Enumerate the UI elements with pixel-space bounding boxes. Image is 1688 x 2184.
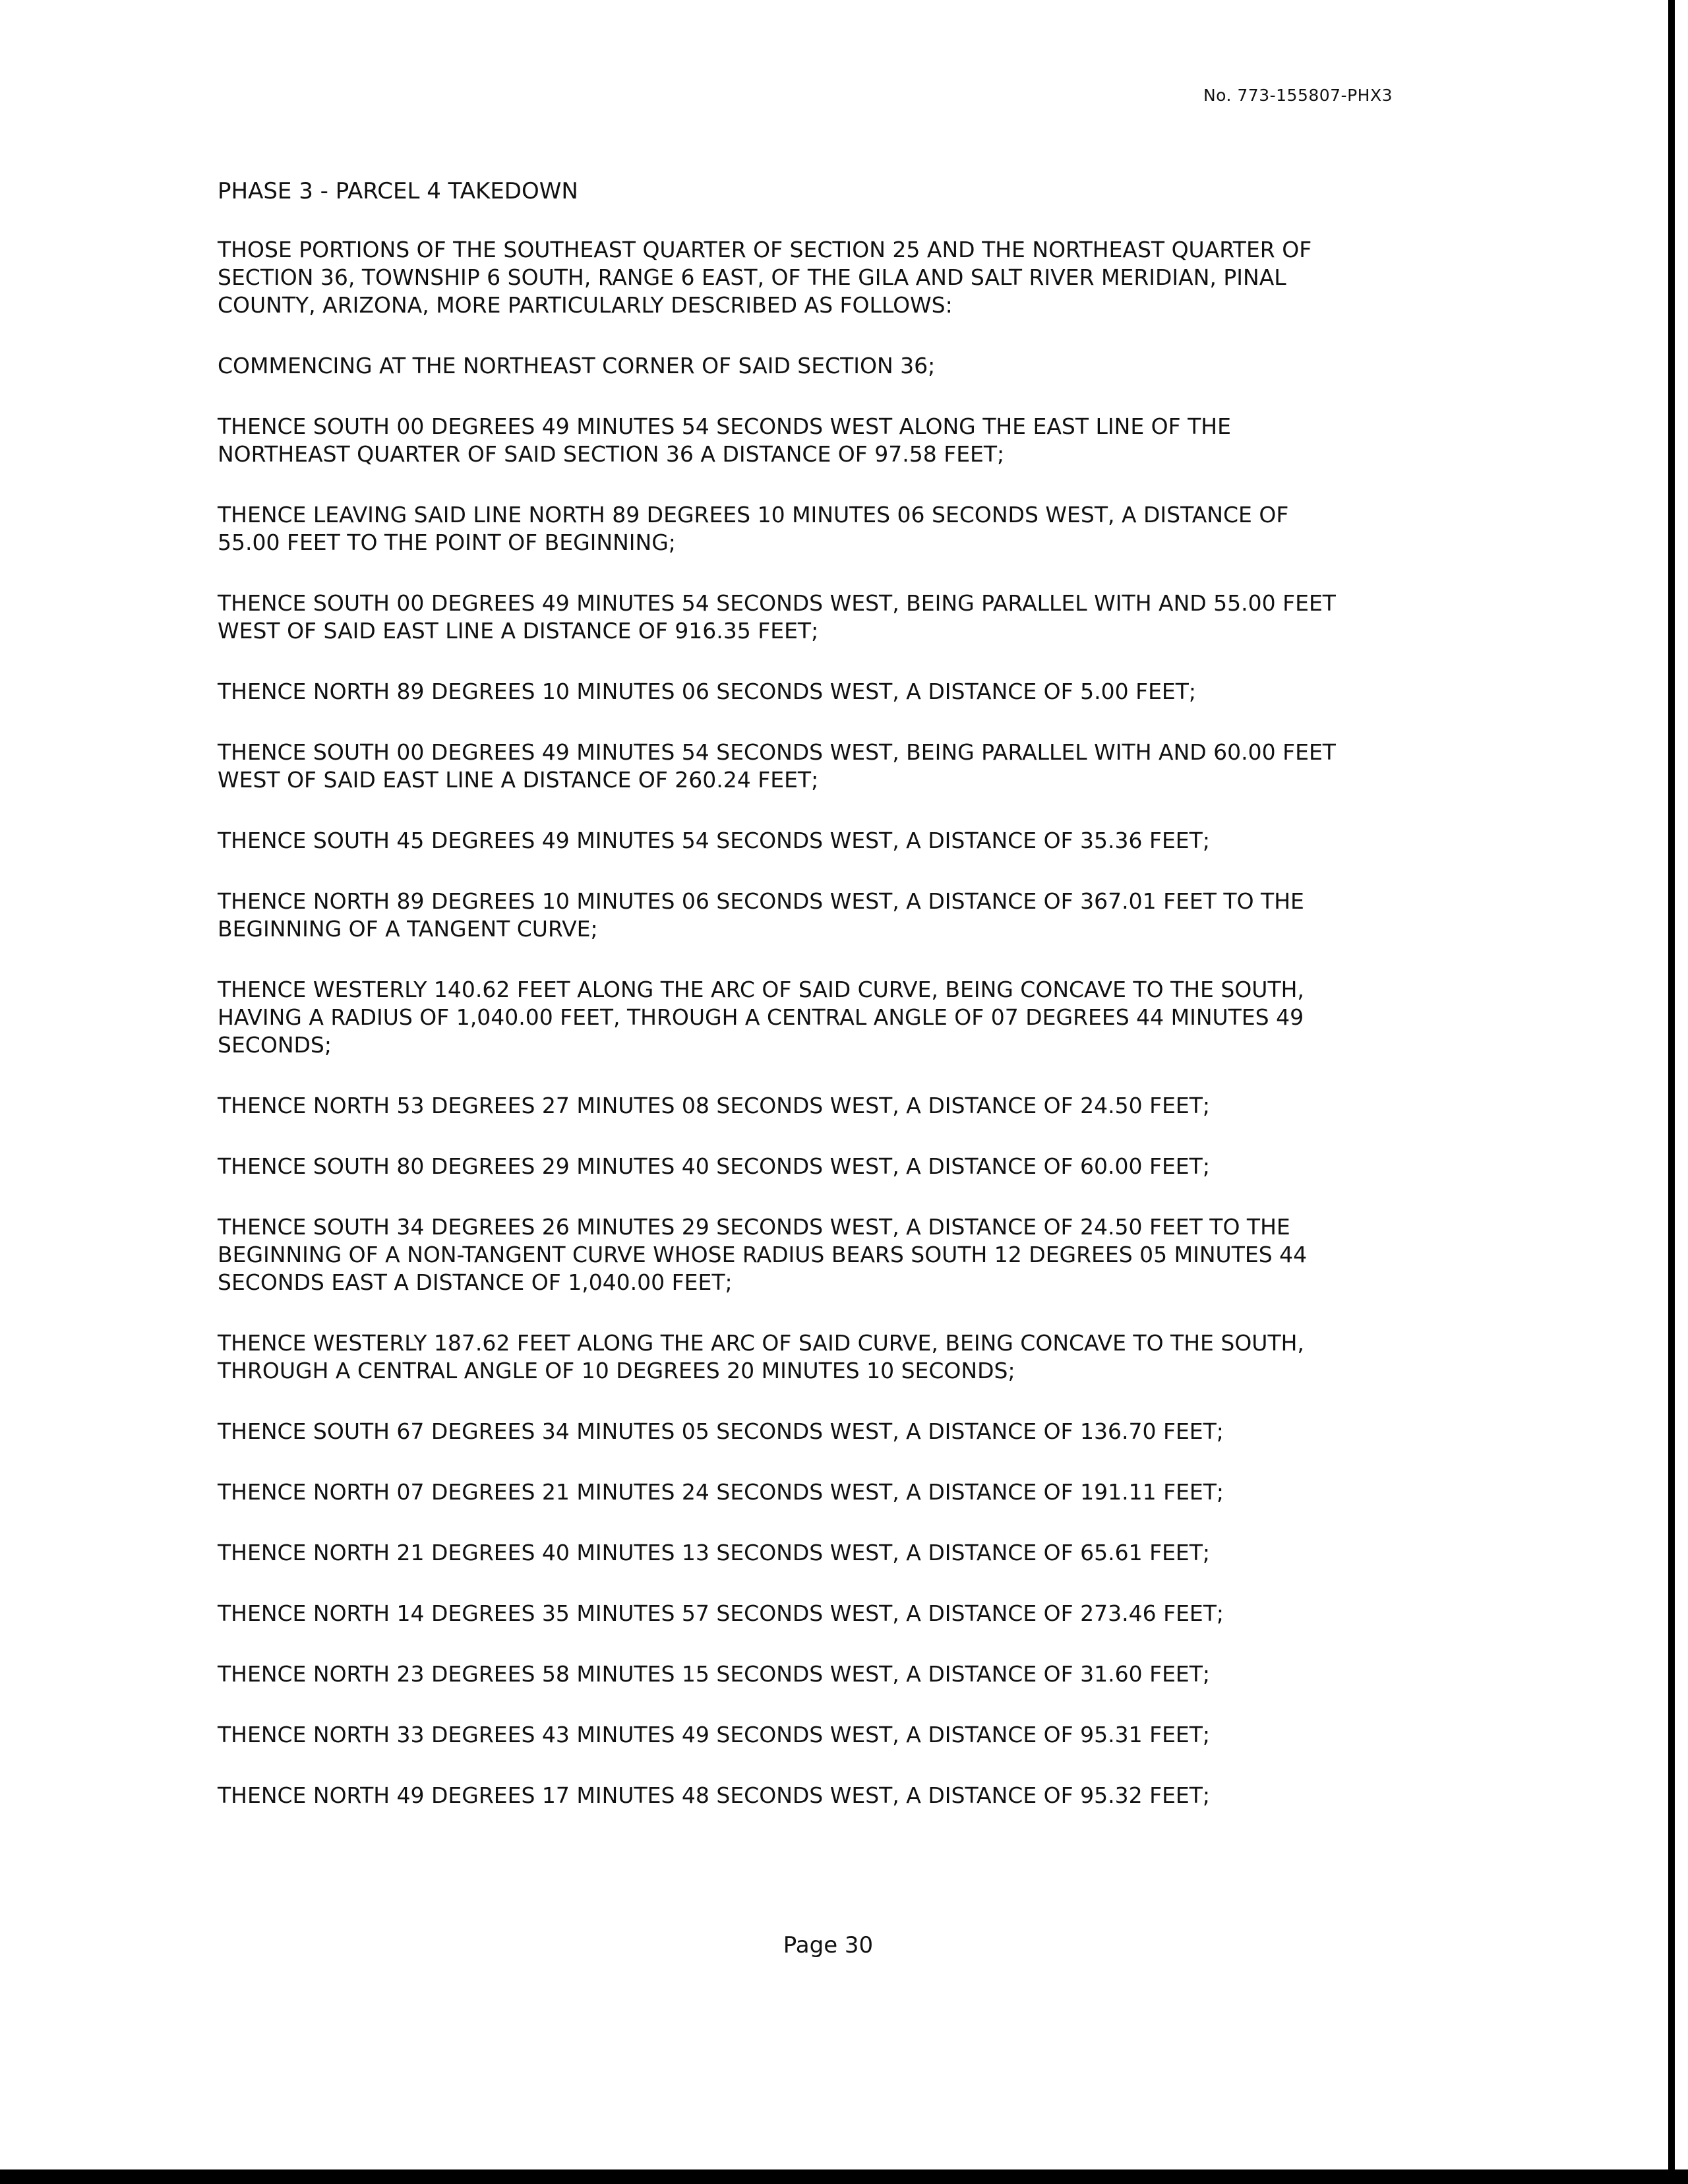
legal-description-paragraph: THENCE SOUTH 80 DEGREES 29 MINUTES 40 SECONDS WEST, A DISTANCE OF 60.00 FEET; (218, 1153, 1210, 1179)
legal-description-paragraph: THENCE WESTERLY 140.62 FEET ALONG THE ARC OF SAID CURVE, BEING CONCAVE TO THE SOUTH, HAVING A RADIUS OF 1,040.00 FEET, THROUGH A CENTRAL ANGLE OF 07 DEGREES 44 MINUTES 49 SECONDS; (218, 977, 1304, 1058)
legal-description-paragraph: THENCE SOUTH 34 DEGREES 26 MINUTES 29 SECONDS WEST, A DISTANCE OF 24.50 FEET TO THE BEGINNING OF A NON-TANGENT CURVE WHOSE RADIUS BEARS SOUTH 12 DEGREES 05 MINUTES 44 SECONDS EAST A DISTANCE OF 1,040.00 FEET; (218, 1214, 1308, 1295)
legal-description-paragraph: THENCE LEAVING SAID LINE NORTH 89 DEGREES 10 MINUTES 06 SECONDS WEST, A DISTANCE OF 55.00 FEET TO THE POINT OF BEGINNING; (218, 502, 1289, 555)
legal-description-paragraph: COMMENCING AT THE NORTHEAST CORNER OF SAID SECTION 36; (218, 353, 936, 379)
legal-description-paragraph: THENCE SOUTH 67 DEGREES 34 MINUTES 05 SECONDS WEST, A DISTANCE OF 136.70 FEET; (218, 1418, 1224, 1444)
page-right-border (1668, 0, 1675, 2171)
legal-description-paragraphs (218, 236, 1411, 1809)
legal-description-paragraph: THENCE NORTH 89 DEGREES 10 MINUTES 06 SECONDS WEST, A DISTANCE OF 5.00 FEET; (218, 679, 1197, 704)
legal-description-paragraph: THENCE NORTH 07 DEGREES 21 MINUTES 24 SECONDS WEST, A DISTANCE OF 191.11 FEET; (218, 1479, 1224, 1505)
legal-description-paragraph: THENCE SOUTH 00 DEGREES 49 MINUTES 54 SECONDS WEST, BEING PARALLEL WITH AND 60.00 FEET WEST OF SAID EAST LINE A DISTANCE OF 260.24 FEET; (218, 739, 1336, 793)
legal-description-paragraph: THENCE SOUTH 45 DEGREES 49 MINUTES 54 SECONDS WEST, A DISTANCE OF 35.36 FEET; (218, 828, 1210, 853)
document-number: No. 773-155807-PHX3 (1203, 86, 1393, 105)
document-title: PHASE 3 - PARCEL 4 TAKEDOWN (218, 178, 578, 204)
legal-description-paragraph: THENCE SOUTH 00 DEGREES 49 MINUTES 54 SECONDS WEST ALONG THE EAST LINE OF THE NORTHEAST QUARTER OF SAID SECTION 36 A DISTANCE OF 97.58 FEET; (218, 413, 1231, 467)
page-bottom-border (0, 2169, 1688, 2184)
legal-description-paragraph: THENCE NORTH 49 DEGREES 17 MINUTES 48 SECONDS WEST, A DISTANCE OF 95.32 FEET; (218, 1782, 1211, 1808)
legal-description-paragraph: THENCE NORTH 14 DEGREES 35 MINUTES 57 SECONDS WEST, A DISTANCE OF 273.46 FEET; (218, 1600, 1224, 1626)
legal-description-paragraph: THENCE NORTH 89 DEGREES 10 MINUTES 06 SECONDS WEST, A DISTANCE OF 367.01 FEET TO THE BEGINNING OF A TANGENT CURVE; (218, 888, 1304, 942)
legal-description-paragraph: THOSE PORTIONS OF THE SOUTHEAST QUARTER OF SECTION 25 AND THE NORTHEAST QUARTER OF SECTION 36, TOWNSHIP 6 SOUTH, RANGE 6 EAST, OF THE GILA AND SALT RIVER MERIDIAN, PINAL COUNTY, ARIZONA, MORE PARTICULARLY DESCRIBED AS FOLLOWS: (218, 237, 1312, 318)
legal-description-paragraph: THENCE NORTH 53 DEGREES 27 MINUTES 08 SECONDS WEST, A DISTANCE OF 24.50 FEET; (218, 1093, 1211, 1118)
legal-description-paragraph: THENCE NORTH 33 DEGREES 43 MINUTES 49 SECONDS WEST, A DISTANCE OF 95.31 FEET; (218, 1722, 1211, 1747)
legal-description-paragraph: THENCE NORTH 23 DEGREES 58 MINUTES 15 SECONDS WEST, A DISTANCE OF 31.60 FEET; (218, 1661, 1211, 1687)
legal-description-paragraph: THENCE NORTH 21 DEGREES 40 MINUTES 13 SECONDS WEST, A DISTANCE OF 65.61 FEET; (218, 1540, 1211, 1565)
page-number: Page 30 (783, 1932, 874, 1958)
legal-description-paragraph: THENCE WESTERLY 187.62 FEET ALONG THE ARC OF SAID CURVE, BEING CONCAVE TO THE SOUTH, THROUGH A CENTRAL ANGLE OF 10 DEGREES 20 MINUTES 10 SECONDS; (218, 1330, 1304, 1383)
document-body (218, 177, 1411, 1842)
legal-description-paragraph: THENCE SOUTH 00 DEGREES 49 MINUTES 54 SECONDS WEST, BEING PARALLEL WITH AND 55.00 FEET WEST OF SAID EAST LINE A DISTANCE OF 916.35 FEET; (218, 590, 1336, 644)
